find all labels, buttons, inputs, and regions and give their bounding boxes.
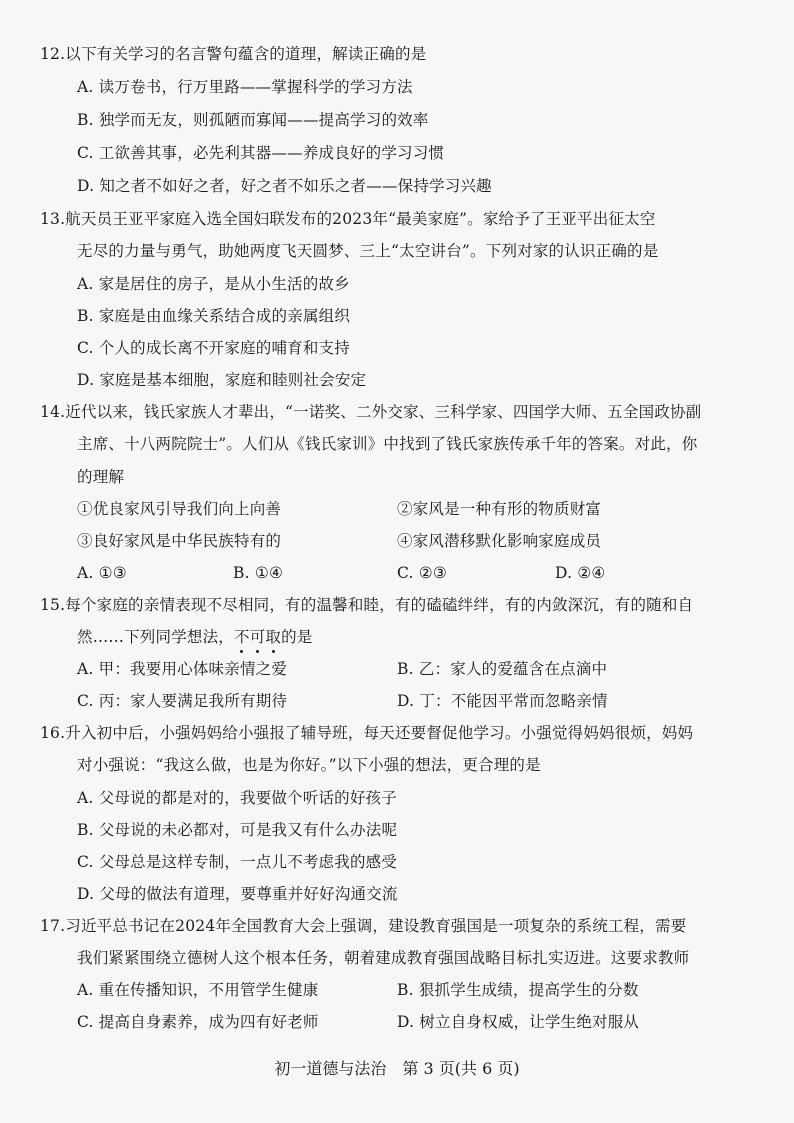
question-17-option-d: D. 树立自身权威，让学生绝对服从 bbox=[397, 1013, 640, 1031]
question-15-emphasis-text: 不可取 bbox=[234, 628, 282, 646]
question-15-option-c: C. 丙：家人要满足我所有期待 bbox=[77, 692, 288, 710]
question-17-option-a: A. 重在传播知识，不用管学生健康 bbox=[77, 981, 319, 999]
emphasis-dot bbox=[256, 650, 259, 653]
question-14-statement-1: ①优良家风引导我们向上向善 bbox=[77, 500, 282, 518]
question-14-statement-3: ③良好家风是中华民族特有的 bbox=[77, 532, 282, 550]
question-16-option-c: C. 父母总是这样专制，一点儿不考虑我的感受 bbox=[77, 853, 398, 871]
question-15-emphasis bbox=[234, 628, 281, 646]
question-15-option-d: D. 丁：不能因平常而忽略亲情 bbox=[397, 692, 608, 710]
question-14-statement-2: ②家风是一种有形的物质财富 bbox=[397, 500, 602, 518]
question-14-stem-line-3: 的理解 bbox=[77, 468, 125, 486]
question-16-option-a: A. 父母说的都是对的，我要做个听话的好孩子 bbox=[77, 789, 397, 807]
question-17-stem-line-2: 我们紧紧围绕立德树人这个根本任务，朝着建成教育强国战略目标扎实迈进。这要求教师 bbox=[77, 949, 690, 967]
question-14-statement-4: ④家风潜移默化影响家庭成员 bbox=[397, 532, 602, 550]
question-15-stem-line-1: 15.每个家庭的亲情表现不尽相同，有的温馨和睦，有的磕磕绊绊，有的内敛深沉，有的随和自 bbox=[40, 596, 694, 614]
emphasis-dot bbox=[240, 650, 243, 653]
question-16-option-d: D. 父母的做法有道理，要尊重并好好沟通交流 bbox=[77, 885, 398, 903]
question-14-option-b: B. ①④ bbox=[233, 564, 284, 582]
question-16-stem-line-2: 对小强说：“我这么做，也是为你好。”以下小强的想法，更合理的是 bbox=[77, 756, 541, 774]
question-13-option-c: C. 个人的成长离不开家庭的哺育和支持 bbox=[77, 339, 350, 357]
question-17-option-c: C. 提高自身素养，成为四有好老师 bbox=[77, 1013, 319, 1031]
question-15-option-b: B. 乙：家人的爱蕴含在点滴中 bbox=[397, 660, 608, 678]
question-13-option-b: B. 家庭是由血缘关系结合成的亲属组织 bbox=[77, 307, 351, 325]
question-12-option-b: B. 独学而无友，则孤陋而寡闻——提高学习的效率 bbox=[77, 111, 429, 129]
question-14-option-c: C. ②③ bbox=[397, 564, 447, 582]
question-15-option-a: A. 甲：我要用心体味亲情之爱 bbox=[77, 660, 288, 678]
question-12-stem: 12.以下有关学习的名言警句蕴含的道理，解读正确的是 bbox=[40, 45, 427, 63]
question-15-stem-prefix: 然……下列同学想法， bbox=[77, 628, 235, 646]
question-15-stem-line-2 bbox=[77, 626, 313, 648]
question-13-stem-line-2: 无尽的力量与勇气，助她两度飞天圆梦、三上“太空讲台”。下列对家的认识正确的是 bbox=[77, 242, 659, 260]
question-13-option-a: A. 家是居住的房子，是从小生活的故乡 bbox=[77, 275, 350, 293]
emphasis-dot bbox=[272, 650, 275, 653]
question-14-option-d: D. ②④ bbox=[555, 564, 606, 582]
question-16-stem-line-1: 16.升入初中后，小强妈妈给小强报了辅导班，每天还要督促他学习。小强觉得妈妈很烦，妈妈 bbox=[40, 724, 694, 742]
question-15-stem-suffix: 的是 bbox=[281, 628, 313, 646]
question-14-stem-line-1: 14.近代以来，钱氏家族人才辈出，“一诺奖、二外交家、三科学家、四国学大师、五全国政协副 bbox=[40, 403, 702, 421]
question-13-stem-line-1: 13.航天员王亚平家庭入选全国妇联发布的2023年“最美家庭”。家给予了王亚平出征太空 bbox=[40, 210, 656, 228]
page-footer: 初一道德与法治 第 3 页(共 6 页) bbox=[274, 1059, 520, 1078]
question-12-option-a: A. 读万卷书，行万里路——掌握科学的学习方法 bbox=[77, 78, 413, 96]
question-14-option-a: A. ①③ bbox=[77, 564, 127, 582]
question-13-option-d: D. 家庭是基本细胞，家庭和睦则社会安定 bbox=[77, 371, 367, 389]
question-17-option-b: B. 狠抓学生成绩，提高学生的分数 bbox=[397, 981, 639, 999]
question-17-stem-line-1: 17.习近平总书记在2024年全国教育大会上强调，建设教育强国是一项复杂的系统工程，需要 bbox=[40, 917, 687, 935]
question-14-stem-line-2: 主席、十八两院院士”。人们从《钱氏家训》中找到了钱氏家族传承千年的答案。对此，你 bbox=[77, 435, 698, 453]
question-12-option-c: C. 工欲善其事，必先利其器——养成良好的学习习惯 bbox=[77, 144, 445, 162]
question-16-option-b: B. 父母说的未必都对，可是我又有什么办法呢 bbox=[77, 821, 398, 839]
question-12-option-d: D. 知之者不如好之者，好之者不如乐之者——保持学习兴趣 bbox=[77, 177, 492, 195]
